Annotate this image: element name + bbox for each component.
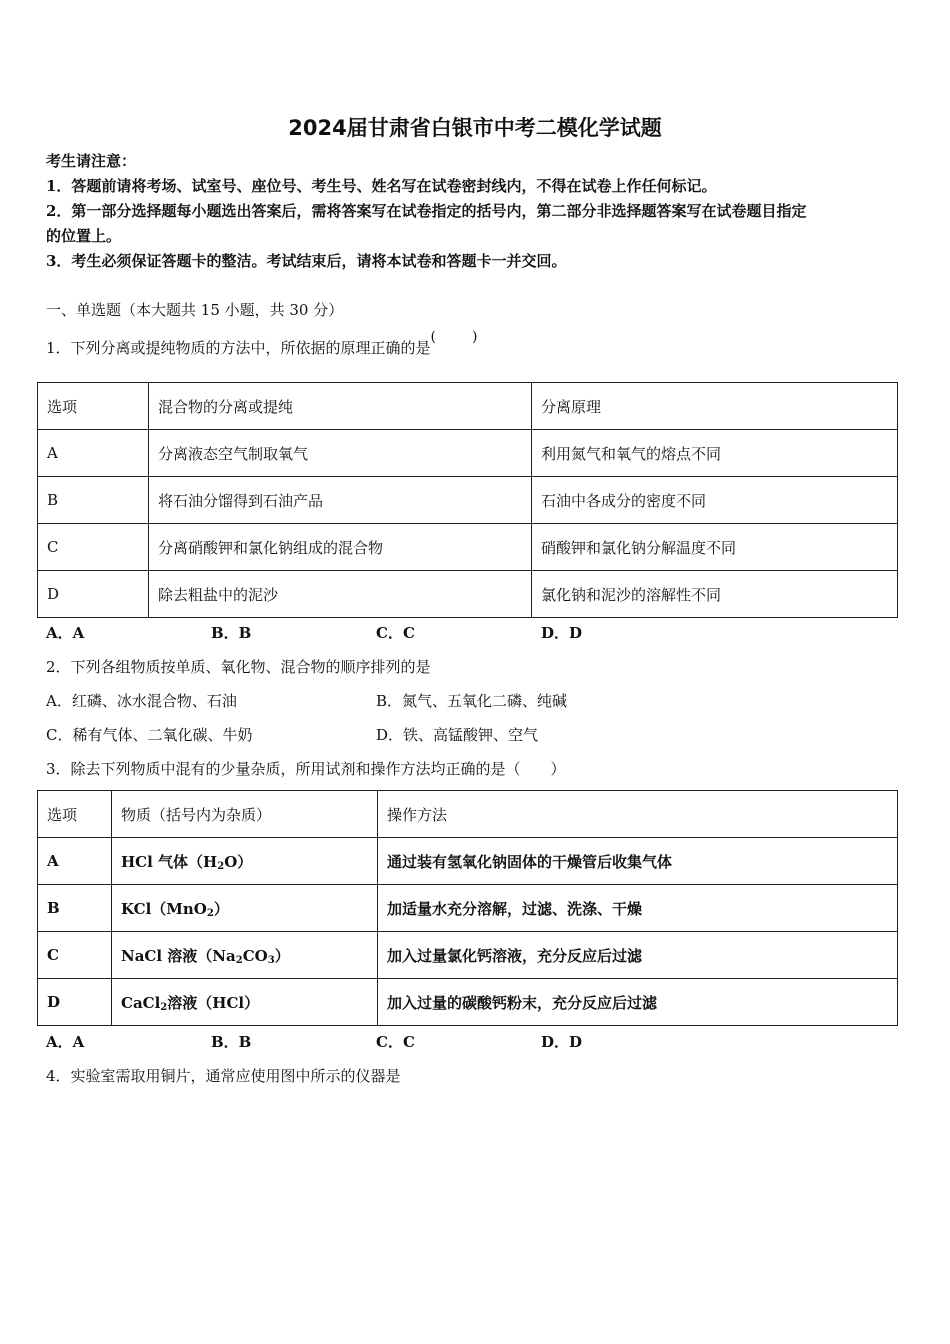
table-cell: 氯化钠和泥沙的溶解性不同 <box>532 571 898 618</box>
table-cell: 加适量水充分溶解，过滤、洗涤、干燥 <box>378 885 898 932</box>
option-c: C．稀有气体、二氧化碳、牛奶 <box>46 726 253 744</box>
answer-paren-open: ( <box>430 329 437 345</box>
substance-text: HCl 气体（H <box>121 852 218 871</box>
question-4-stem: 4．实验室需取用铜片，通常应使用图中所示的仪器是 <box>46 1067 401 1085</box>
subscript: 3 <box>267 954 275 966</box>
question-3-stem: 3．除去下列物质中混有的少量杂质，所用试剂和操作方法均正确的是（ ） <box>46 760 566 778</box>
table-row <box>38 932 898 979</box>
table-row <box>38 979 898 1026</box>
table-cell <box>112 979 378 1026</box>
notice-item: 2．第一部分选择题每小题选出答案后，需将答案写在试卷指定的括号内，第二部分非选择题答案写在试卷题目指定 <box>46 202 807 220</box>
question-1-table <box>37 382 898 618</box>
table-cell <box>112 932 378 979</box>
substance-text: KCl（MnO <box>121 899 207 918</box>
option-d: D．铁、高锰酸钾、空气 <box>376 726 539 744</box>
question-stem-text: 1．下列分离或提纯物质的方法中，所依据的原理正确的是 <box>46 339 431 357</box>
table-header-cell: 操作方法 <box>378 791 898 838</box>
table-cell: D <box>38 571 149 618</box>
substance-text: ） <box>213 899 229 918</box>
option-c: C．C <box>376 624 415 642</box>
option-c: C．C <box>376 1033 415 1051</box>
table-cell: A <box>38 430 149 477</box>
table-cell <box>112 838 378 885</box>
subscript: 2 <box>217 860 225 872</box>
table-cell: C <box>38 932 112 979</box>
table-cell: 除去粗盐中的泥沙 <box>149 571 532 618</box>
table-row <box>38 571 898 618</box>
table-cell: B <box>38 477 149 524</box>
table-header-cell: 分离原理 <box>532 383 898 430</box>
table-header-row <box>38 383 898 430</box>
substance-text: CaCl <box>121 993 161 1012</box>
substance-text: 溶液（HCl） <box>167 993 260 1012</box>
option-a: A．A <box>46 1033 85 1051</box>
table-header-cell: 选项 <box>38 383 149 430</box>
option-b: B．氮气、五氧化二磷、纯碱 <box>376 692 568 710</box>
subscript: 2 <box>206 907 214 919</box>
subscript: 2 <box>235 954 243 966</box>
table-cell: 石油中各成分的密度不同 <box>532 477 898 524</box>
substance-text: O） <box>224 852 253 871</box>
option-d: D．D <box>541 624 583 642</box>
question-1-stem <box>46 329 478 359</box>
table-cell: 通过装有氢氧化钠固体的干燥管后收集气体 <box>378 838 898 885</box>
notice-item: 的位置上。 <box>46 227 122 245</box>
table-row <box>38 430 898 477</box>
table-cell: C <box>38 524 149 571</box>
table-row <box>38 477 898 524</box>
table-cell: 分离液态空气制取氧气 <box>149 430 532 477</box>
table-cell: B <box>38 885 112 932</box>
page-title: 2024届甘肃省白银市中考二模化学试题 <box>288 116 662 140</box>
notice-item: 1．答题前请将考场、试室号、座位号、考生号、姓名写在试卷密封线内，不得在试卷上作任何标记。 <box>46 177 717 195</box>
option-a: A．A <box>46 624 85 642</box>
subscript: 2 <box>160 1001 168 1013</box>
table-cell: 分离硝酸钾和氯化钠组成的混合物 <box>149 524 532 571</box>
notice-heading: 考生请注意： <box>46 152 137 170</box>
option-a: A．红磷、冰水混合物、石油 <box>46 692 237 710</box>
notice-item: 3．考生必须保证答题卡的整洁。考试结束后，请将本试卷和答题卡一并交回。 <box>46 252 567 270</box>
substance-text: NaCl 溶液（Na <box>121 946 236 965</box>
table-cell: 将石油分馏得到石油产品 <box>149 477 532 524</box>
table-cell: A <box>38 838 112 885</box>
table-header-cell: 选项 <box>38 791 112 838</box>
table-row <box>38 524 898 571</box>
question-2-stem: 2．下列各组物质按单质、氧化物、混合物的顺序排列的是 <box>46 658 431 676</box>
table-header-row <box>38 791 898 838</box>
option-b: B．B <box>211 624 252 642</box>
section-heading: 一、单选题（本大题共 15 小题，共 30 分） <box>46 301 344 319</box>
table-header-cell: 物质（括号内为杂质） <box>112 791 378 838</box>
substance-text: CO <box>242 946 268 965</box>
substance-text: ） <box>274 946 290 965</box>
table-cell: 利用氮气和氧气的熔点不同 <box>532 430 898 477</box>
table-cell: D <box>38 979 112 1026</box>
option-d: D．D <box>541 1033 583 1051</box>
table-row <box>38 838 898 885</box>
table-cell: 硝酸钾和氯化钠分解温度不同 <box>532 524 898 571</box>
option-b: B．B <box>211 1033 252 1051</box>
table-header-cell: 混合物的分离或提纯 <box>149 383 532 430</box>
table-cell <box>112 885 378 932</box>
table-cell: 加入过量的碳酸钙粉末，充分反应后过滤 <box>378 979 898 1026</box>
table-cell: 加入过量氯化钙溶液，充分反应后过滤 <box>378 932 898 979</box>
table-row <box>38 885 898 932</box>
question-3-table <box>37 790 898 1026</box>
answer-paren-close: ) <box>472 329 478 345</box>
